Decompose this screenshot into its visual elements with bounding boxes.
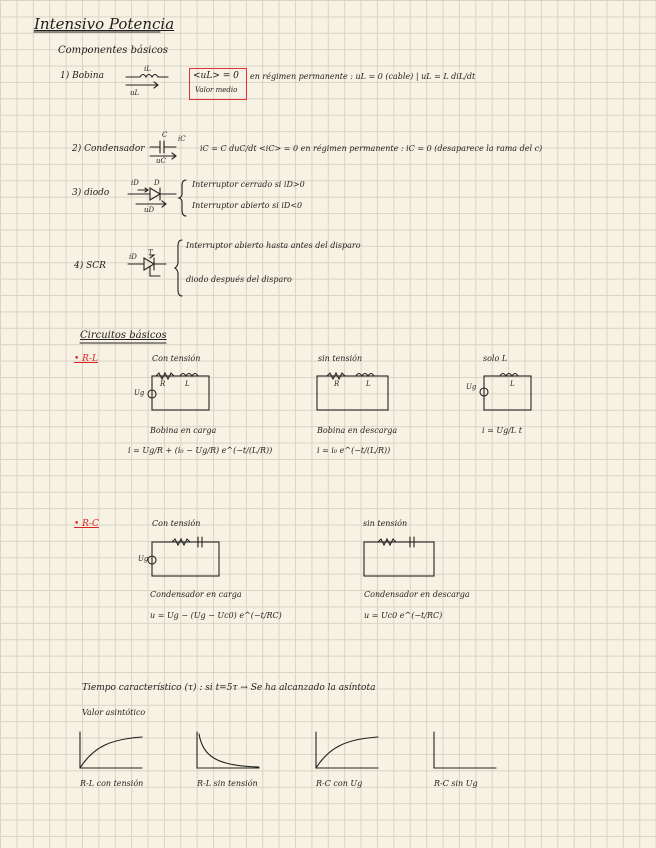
rl-col3-source-label: Ug — [466, 383, 477, 391]
rl-col1-title: Con tensión — [152, 354, 201, 363]
rl-col1-source-label: Ug — [134, 389, 145, 397]
rl-col1-r-label: R — [160, 380, 166, 388]
rc-sin-circuit — [364, 537, 434, 576]
rl-col2-title: sin tensión — [318, 354, 363, 363]
scr-brace — [175, 240, 182, 296]
rl-col2-l-label: L — [366, 380, 371, 388]
rl-col2-caption: Bobina en descarga — [317, 426, 398, 435]
rc-col1-source-label: Ug — [138, 555, 149, 563]
item-diodo-label: 3) diodo — [72, 188, 110, 198]
graph-rc-con-label: R-C con Ug — [316, 779, 363, 788]
rc-con-circuit — [148, 537, 219, 576]
scr-note-bottom: diodo después del disparo — [186, 275, 292, 284]
diodo-current-label: iD — [131, 179, 139, 187]
rl-col2-formula: i = i₀ e^(−t/(L/R)) — [317, 446, 391, 455]
graph-rc-sin-label: R-C sin Ug — [434, 779, 478, 788]
time-constant-line: Tiempo característico (τ) : si t=5τ → Se ha alcanzado la asíntota — [82, 683, 376, 693]
rc-col2-caption: Condensador en descarga — [364, 590, 470, 599]
rl-col3-title: solo L — [483, 354, 508, 363]
condensador-voltage-label: uC — [156, 157, 166, 165]
circuits-heading: Circuitos básicos — [80, 330, 167, 341]
rl-con-circuit — [148, 373, 209, 410]
bobina-note: en régimen permanente : uL = 0 (cable) | uL = L diL/dt — [250, 72, 476, 81]
rc-col2-title: sin tensión — [363, 519, 408, 528]
inductor-symbol — [126, 75, 168, 89]
graph-rl-con — [80, 732, 142, 768]
bobina-current-label: iL — [144, 65, 151, 73]
graph-rl-sin-label: R-L sin tensión — [197, 779, 258, 788]
rl-sin-circuit — [317, 373, 388, 410]
bobina-average-caption: Valor medio — [195, 86, 238, 94]
rl-col3-formula: i = Ug/L t — [482, 426, 522, 435]
rl-col3-l-label: L — [510, 380, 515, 388]
graph-rc-con — [316, 732, 378, 768]
rc-col1-formula: u = Ug − (Ug − Uc0) e^(−t/RC) — [150, 611, 282, 620]
diodo-d-label: D — [154, 179, 160, 187]
page-title: Intensivo Potencia — [34, 15, 175, 33]
scr-note-top: Interruptor abierto hasta antes del disparo — [186, 241, 361, 250]
rl-col1-caption: Bobina en carga — [150, 426, 217, 435]
condensador-note: iC = C duC/dt <iC> = 0 en régimen permanente : iC = 0 (desaparece la rama del c) — [200, 144, 543, 153]
graph-rc-sin — [434, 732, 496, 768]
asymptotic-value-label: Valor asintótico — [82, 708, 146, 717]
rc-label: • R-C — [74, 519, 99, 529]
item-condensador-label: 2) Condensador — [72, 144, 145, 154]
scr-t-label: T — [148, 249, 153, 257]
item-scr-label: 4) SCR — [74, 261, 106, 271]
bobina-voltage-label: uL — [130, 89, 140, 97]
condensador-current-label: iC — [178, 135, 186, 143]
rc-col1-caption: Condensador en carga — [150, 590, 242, 599]
diodo-note-bottom: Interruptor abierto si iD<0 — [192, 201, 303, 210]
rc-col1-title: Con tensión — [152, 519, 201, 528]
rl-col2-r-label: R — [334, 380, 340, 388]
graph-rl-con-label: R-L con tensión — [80, 779, 144, 788]
rl-solo-circuit — [480, 374, 531, 411]
rl-col1-l-label: L — [185, 380, 190, 388]
rl-label: • R-L — [74, 354, 98, 364]
rl-col1-formula: i = Ug/R + (i₀ − Ug/R) e^(−t/(L/R)) — [128, 446, 273, 455]
condensador-c-label: C — [162, 131, 168, 139]
scr-current-label: iD — [129, 253, 137, 261]
components-heading: Componentes básicos — [58, 45, 169, 56]
diodo-note-top: Interruptor cerrado si iD>0 — [192, 180, 305, 189]
diode-brace — [179, 180, 186, 216]
bobina-average-formula: <uL> = 0 — [193, 71, 239, 81]
graph-rl-sin — [197, 732, 259, 768]
diodo-voltage-label: uD — [144, 206, 155, 214]
item-bobina-label: 1) Bobina — [60, 71, 104, 81]
diode-symbol — [128, 188, 176, 207]
rc-col2-formula: u = Uc0 e^(−t/RC) — [364, 611, 443, 620]
